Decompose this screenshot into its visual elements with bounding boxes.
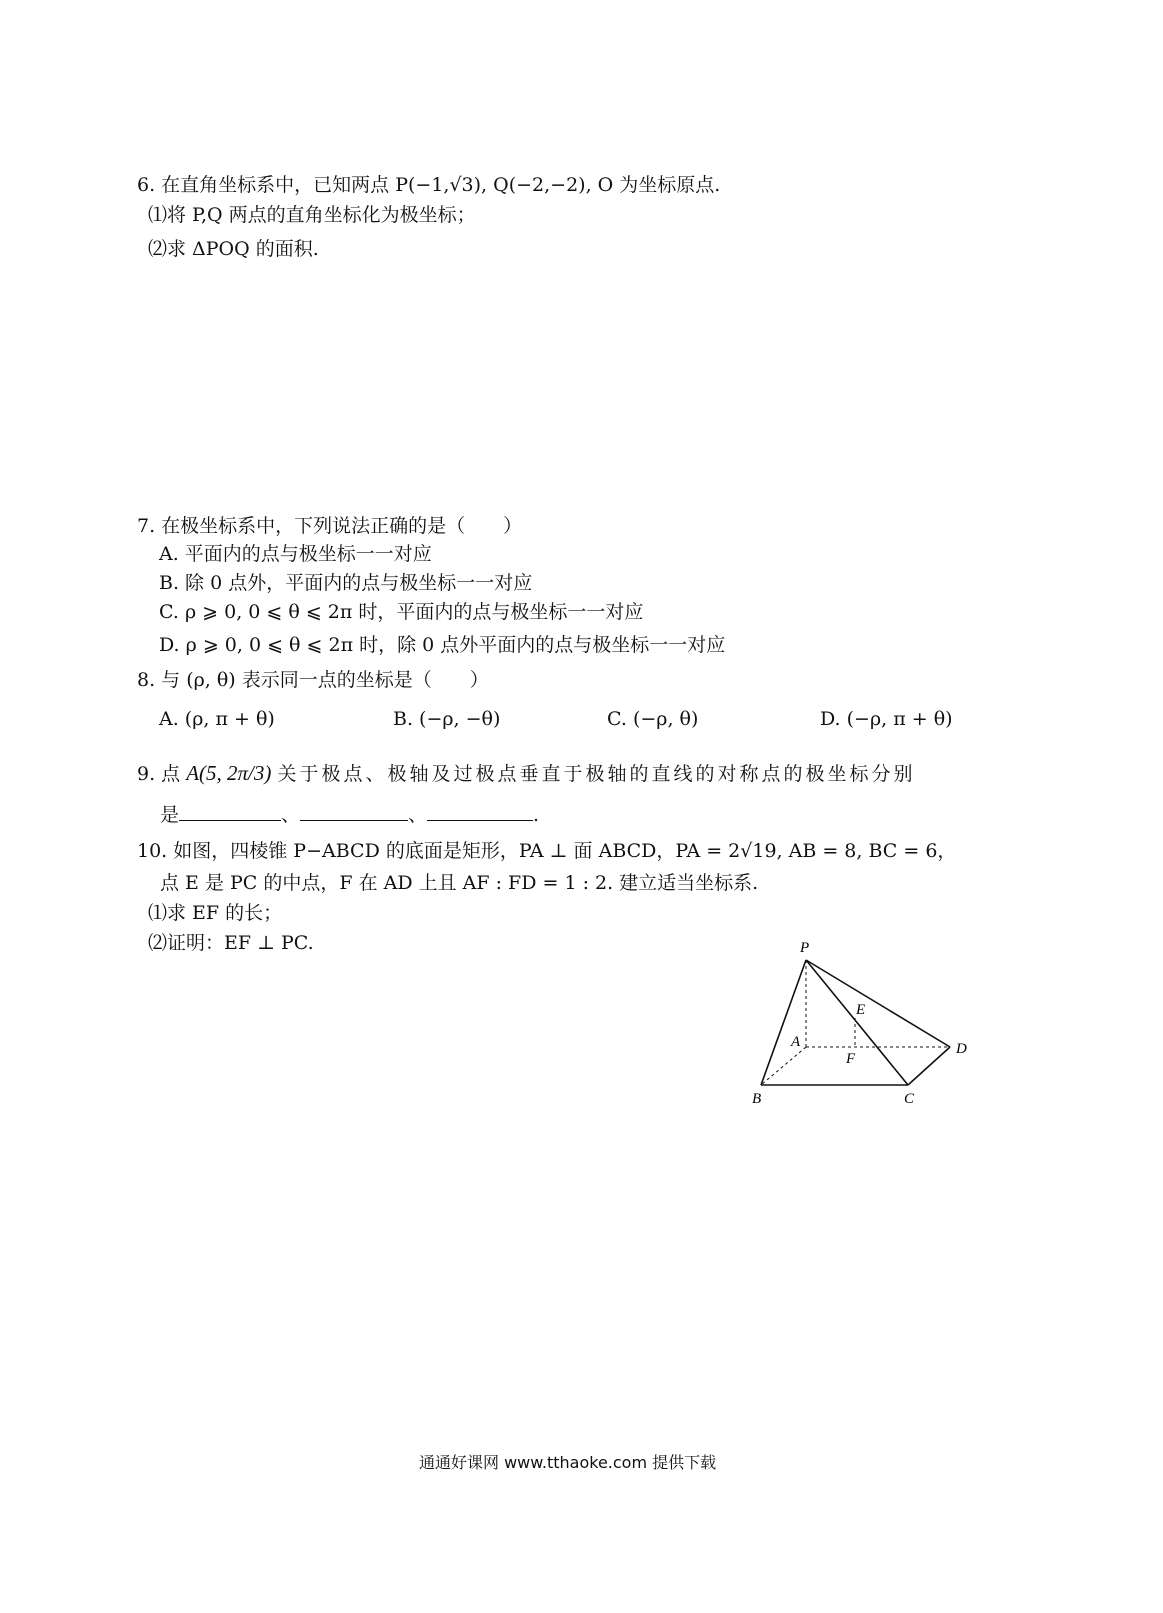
q9-blank-2[interactable] [300,802,408,821]
q7-option-c: C. ρ ⩾ 0, 0 ⩽ θ ⩽ 2π 时，平面内的点与极坐标一一对应 [159,601,644,623]
q10-stem-2: 点 E 是 PC 的中点，F 在 AD 上且 AF : FD = 1 : 2. 建立适当坐标系. [160,872,759,894]
edge-pd [806,960,950,1047]
q9-end: . [533,804,540,826]
q6-part2: ⑵求 ΔPOQ 的面积. [148,238,319,260]
label-c: C [904,1091,915,1107]
label-f: F [846,1051,856,1067]
q7-stem: 7. 在极坐标系中，下列说法正确的是（ ） [137,515,523,537]
q10-part1: ⑴求 EF 的长； [148,902,283,924]
q6-stem: 6. 在直角坐标系中，已知两点 P(−1,√3), Q(−2,−2), O 为坐标原点. [137,174,721,196]
q9-stem-after: 关于极点、极轴及过极点垂直于极轴的直线的对称点的极坐标分别 [277,763,916,785]
q8-option-d: D. (−ρ, π + θ) [820,708,953,730]
label-p: P [800,940,810,956]
label-e: E [856,1002,866,1018]
q9-sep-1: 、 [281,804,301,826]
edge-cd [908,1047,950,1085]
q9-blank-1[interactable] [179,802,281,821]
q8-option-a: A. (ρ, π + θ) [159,708,275,730]
q10-part2: ⑵证明：EF ⊥ PC. [148,932,314,954]
q9-sep-2: 、 [408,804,428,826]
q7-option-b: B. 除 0 点外，平面内的点与极坐标一一对应 [159,572,533,594]
q8-stem: 8. 与 (ρ, θ) 表示同一点的坐标是（ ） [137,669,489,691]
footer-credit: 通通好课网 www.tthaoke.com 提供下载 [419,1453,717,1472]
q9-stem-before: 9. 点 [137,763,181,785]
label-d: D [956,1041,967,1057]
edge-pc [806,960,908,1085]
q9-point: A(5, 2π/3) [186,761,272,785]
q8-option-b: B. (−ρ, −θ) [393,708,501,730]
q10-stem-1: 10. 如图，四棱锥 P−ABCD 的底面是矩形，PA ⊥ 面 ABCD，PA = 2√19, AB = 8, BC = 6， [137,840,957,862]
label-b: B [752,1091,762,1107]
q9-line2-prefix: 是 [160,804,180,826]
label-a: A [791,1034,801,1050]
q7-option-a: A. 平面内的点与极坐标一一对应 [159,543,432,565]
q6-part1: ⑴将 P,Q 两点的直角坐标化为极坐标； [148,204,476,226]
q9-stem [137,760,915,787]
q7-option-d: D. ρ ⩾ 0, 0 ⩽ θ ⩽ 2π 时，除 0 点外平面内的点与极坐标一一对应 [159,634,726,656]
q8-option-c: C. (−ρ, θ) [607,708,699,730]
q9-blank-3[interactable] [427,802,533,821]
pyramid-figure [740,930,980,1115]
edge-pb [761,960,806,1085]
q9-answer-line [160,802,539,828]
